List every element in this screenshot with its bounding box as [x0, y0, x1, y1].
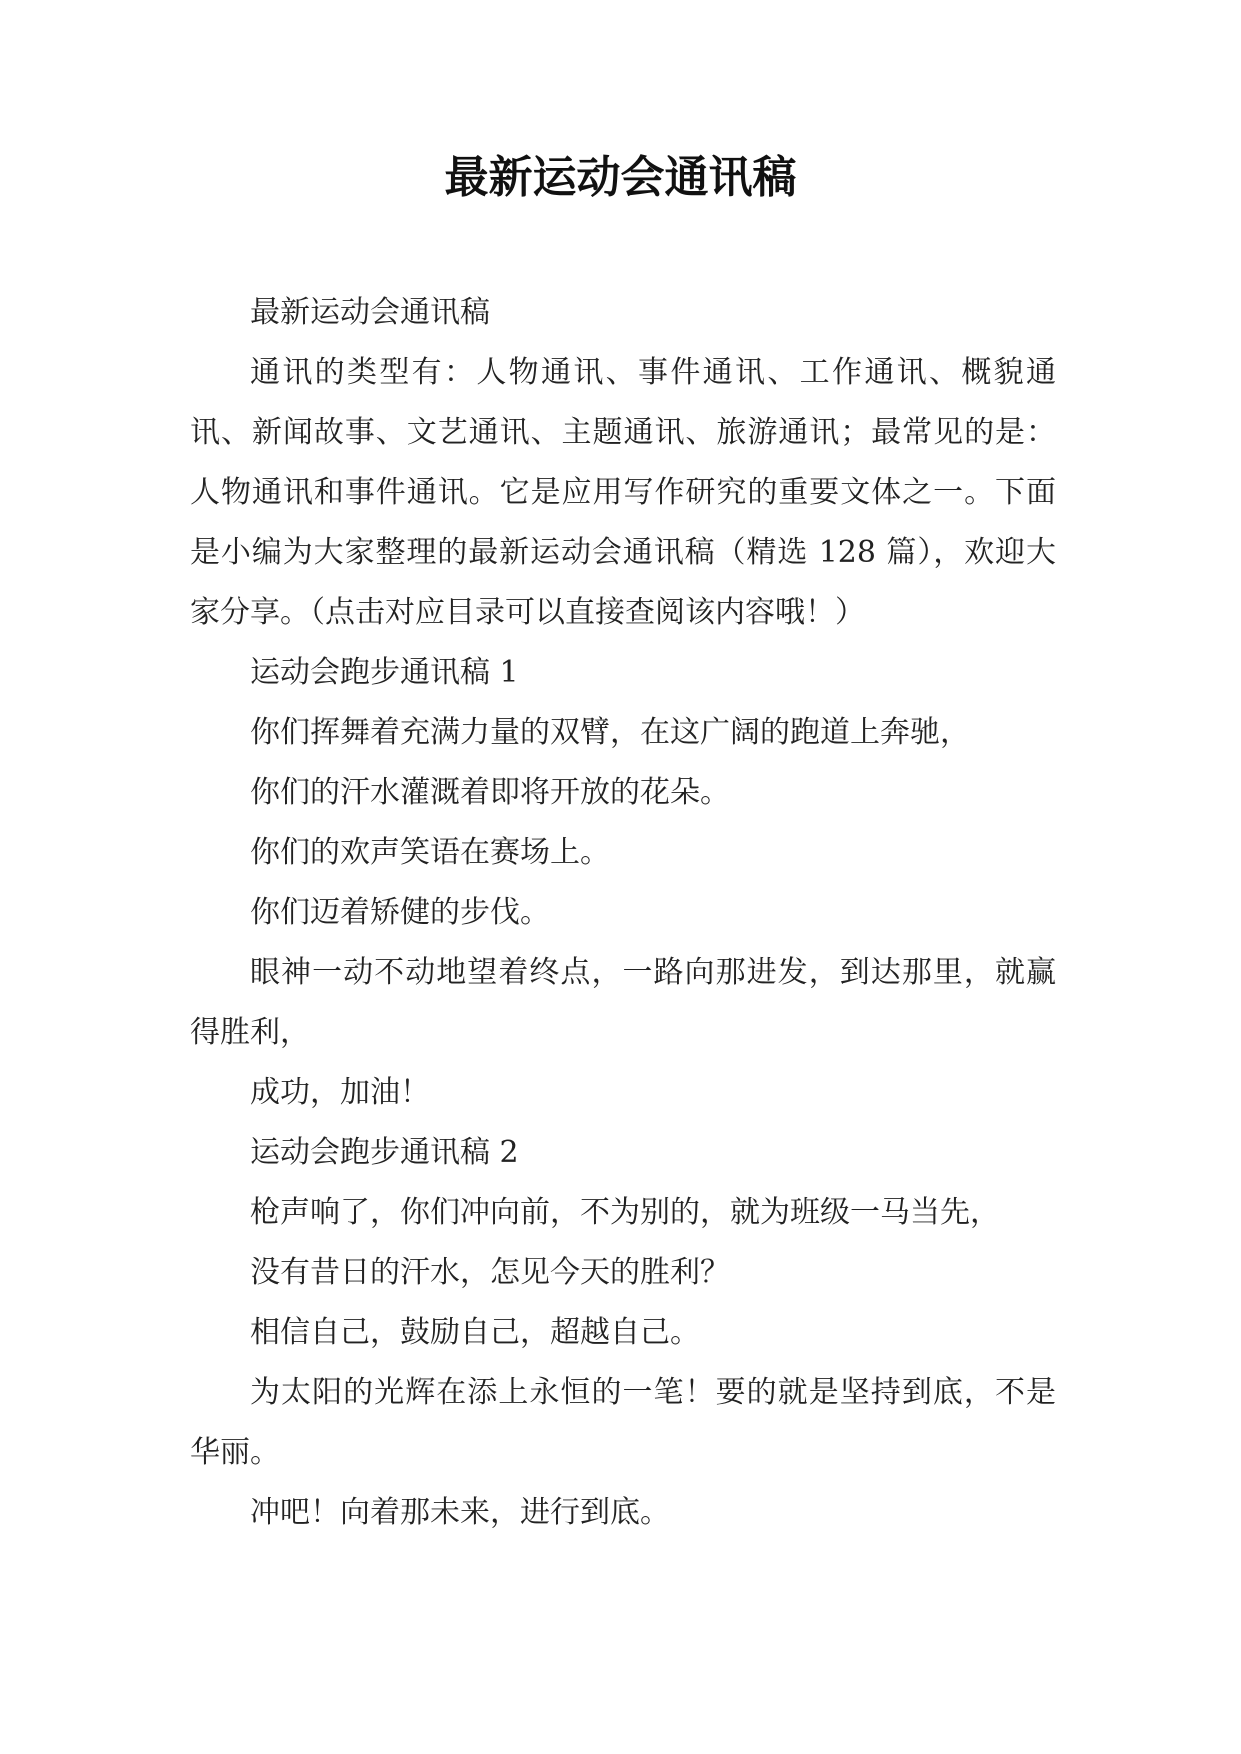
section-heading-1: 运动会跑步通讯稿 1: [250, 655, 519, 690]
paragraph: 眼神一动不动地望着终点，一路向那进发，到达那里，就赢得胜利，: [190, 955, 1056, 1050]
paragraph: 你们的欢声笑语在赛场上。: [250, 835, 610, 870]
paragraph: 你们迈着矫健的步伐。: [250, 895, 550, 930]
paragraph: 为太阳的光辉在添上永恒的一笔！要的就是坚持到底，不是华丽。: [190, 1375, 1056, 1470]
paragraph: 你们的汗水灌溉着即将开放的花朵。: [250, 775, 730, 810]
document-body: [190, 283, 1056, 1543]
paragraph: 冲吧！向着那未来，进行到底。: [250, 1495, 670, 1530]
paragraph: 枪声响了，你们冲向前，不为别的，就为班级一马当先，: [250, 1195, 1000, 1230]
section-heading-2: 运动会跑步通讯稿 2: [250, 1135, 519, 1170]
document-title: 最新运动会通讯稿: [444, 152, 797, 203]
paragraph-intro: 通讯的类型有：人物通讯、事件通讯、工作通讯、概貌通讯、新闻故事、文艺通讯、主题通讯、旅游通讯；最常见的是：人物通讯和事件通讯。它是应用写作研究的重要文体之一。下面是小编为大家整理的最新运动会通讯稿（精选 128 篇），欢迎大家分享。（点击对应目录可以直接查阅该内容哦！）: [190, 355, 1056, 630]
paragraph: 成功，加油！: [250, 1075, 430, 1110]
paragraph: 相信自己，鼓励自己，超越自己。: [250, 1315, 700, 1350]
paragraph: 没有昔日的汗水，怎见今天的胜利？: [250, 1255, 730, 1290]
paragraph: 你们挥舞着充满力量的双臂，在这广阔的跑道上奔驰，: [250, 715, 970, 750]
paragraph-subtitle: 最新运动会通讯稿: [250, 295, 490, 330]
